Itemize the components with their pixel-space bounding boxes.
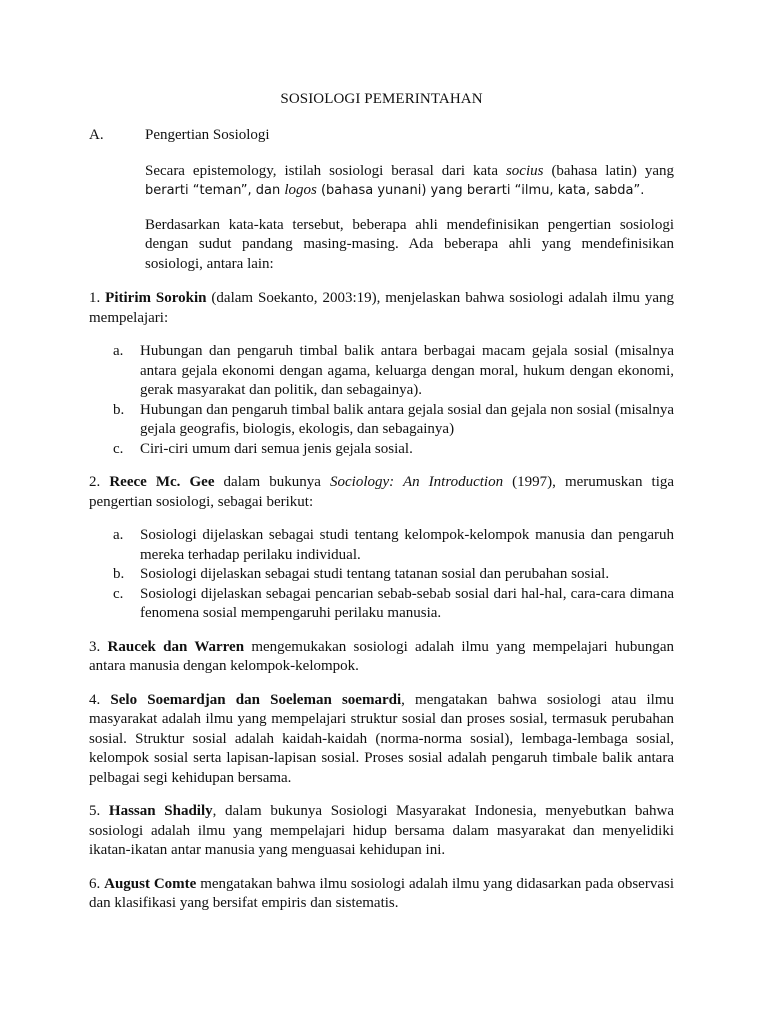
list-text: Hubungan dan pengaruh timbal balik antara gejala sosial dan gejala non sosial (misalnya gejala geografis, biologis, ekologis, dan sebagainya) [140,401,674,437]
intro-text: (bahasa yunani) yang berarti “ilmu, kata, sabda”. [316,183,645,198]
expert-paragraph-5 [89,802,674,861]
paragraph-number: 4. [89,691,111,708]
paragraph-text: mengemukakan sosiologi adalah ilmu yang mempelajari hubungan antara manusia dengan kelompok-kelompok. [89,638,675,674]
paragraph-number: 5. [89,803,109,819]
term-logos: logos [284,182,317,198]
mcgee-list [89,526,674,624]
paragraph-text: mengatakan bahwa ilmu sosiologi adalah ilmu yang didasarkan pada observasi dan klasifikasi yang bersifat empiris dan sistematis. [89,875,674,911]
section-title: Pengertian Sosiologi [145,127,270,143]
list-label: a. [113,527,124,543]
paragraph-text: , mengatakan bahwa sosiologi atau ilmu masyarakat adalah ilmu yang mempelajari struktur sosial dan proses sosial, termasuk perubahan sosial. Struktur sosial adalah kaidah-kaidah (norma-norma sosial), lembaga-lembaga sosial, kelompok sosial serta lapisan-lapisan sosial. Proses sosial adalah pengaruh timbale balik antara pelbagai segi kehidupan bersama. [89,691,674,786]
expert-paragraph-4 [89,691,674,789]
intro-paragraph-2: Berdasarkan kata-kata tersebut, beberapa ahli mendefinisikan pengertian sosiologi dengan sudut pandang masing-masing. Ada beberapa ahli yang mendefinisikan sosiologi, antara lain: [145,216,674,272]
paragraph-text: , dalam bukunya Sosiologi Masyarakat Indonesia, menyebutkan bahwa sosiologi adalah ilmu yang mempelajari hidup bersama dalam masyarakat dan menyelidiki ikatan-ikatan antar manusia yang menguasai kehidupan ini. [89,803,675,858]
expert-name: August Comte [104,875,197,892]
expert-paragraph-2 [89,473,674,512]
list-item [113,526,674,565]
list-item [113,401,674,440]
intro-text: (bahasa latin) yang [543,162,674,179]
list-label: b. [113,566,125,582]
expert-name: Reece Mc. Gee [109,474,215,490]
paragraph-number: 2. [89,474,110,490]
section-heading [89,126,674,146]
book-title: Sociology: An Introduction [330,474,504,490]
list-text: Ciri-ciri umum dari semua jenis gejala sosial. [140,440,413,457]
list-item [113,342,674,401]
term-socius: socius [505,162,544,179]
section-number: A. [89,127,104,143]
document-title: SOSIOLOGI PEMERINTAHAN [280,91,483,107]
expert-name: Hassan Shadily [108,803,213,819]
intro-paragraph-1 [145,162,674,201]
paragraph-text: (dalam Soekanto, 2003:19), menjelaskan bahwa sosiologi adalah ilmu yang mempelajari: [89,290,675,326]
paragraph-number: 3. [89,638,108,655]
list-label: a. [113,343,124,359]
expert-paragraph-1 [89,289,674,328]
intro-text: berarti “teman”, dan [145,183,285,198]
list-item [113,565,674,585]
expert-name: Raucek dan Warren [107,638,245,655]
list-label: b. [113,401,125,418]
list-text: Hubungan dan pengaruh timbal balik antara berbagai macam gejala sosial (misalnya antara gejala ekonomi dengan agama, keluarga dengan moral, hukum dengan ekonomi, gerak masyarakat dan politik, dan sebagainya). [140,343,674,398]
sorokin-list [89,342,674,459]
list-text: Sosiologi dijelaskan sebagai studi tentang kelompok-kelompok manusia dan pengaruh mereka terhadap perilaku individual. [140,527,674,563]
expert-paragraph-6 [89,875,674,914]
intro-text: Secara epistemology, istilah sosiologi berasal dari kata [145,162,506,179]
list-label: c. [113,440,124,457]
paragraph-number: 6. [89,875,105,892]
expert-name: Selo Soemardjan dan Soeleman soemardi [110,691,402,708]
list-text: Sosiologi dijelaskan sebagai studi tentang tatanan sosial dan perubahan sosial. [140,566,610,582]
list-label: c. [113,585,124,602]
list-text: Sosiologi dijelaskan sebagai pencarian sebab-sebab sosial dari hal-hal, cara-cara dimana fenomena sosial mempengaruhi perilaku manusia. [140,585,674,621]
list-item [113,440,674,460]
expert-name: Pitirim Sorokin [105,290,207,306]
paragraph-number: 1. [89,290,106,306]
paragraph-text: (1997), merumuskan tiga pengertian sosiologi, sebagai berikut: [89,474,675,510]
list-item [113,585,674,624]
paragraph-text: dalam bukunya [214,474,330,490]
expert-paragraph-3 [89,638,674,677]
